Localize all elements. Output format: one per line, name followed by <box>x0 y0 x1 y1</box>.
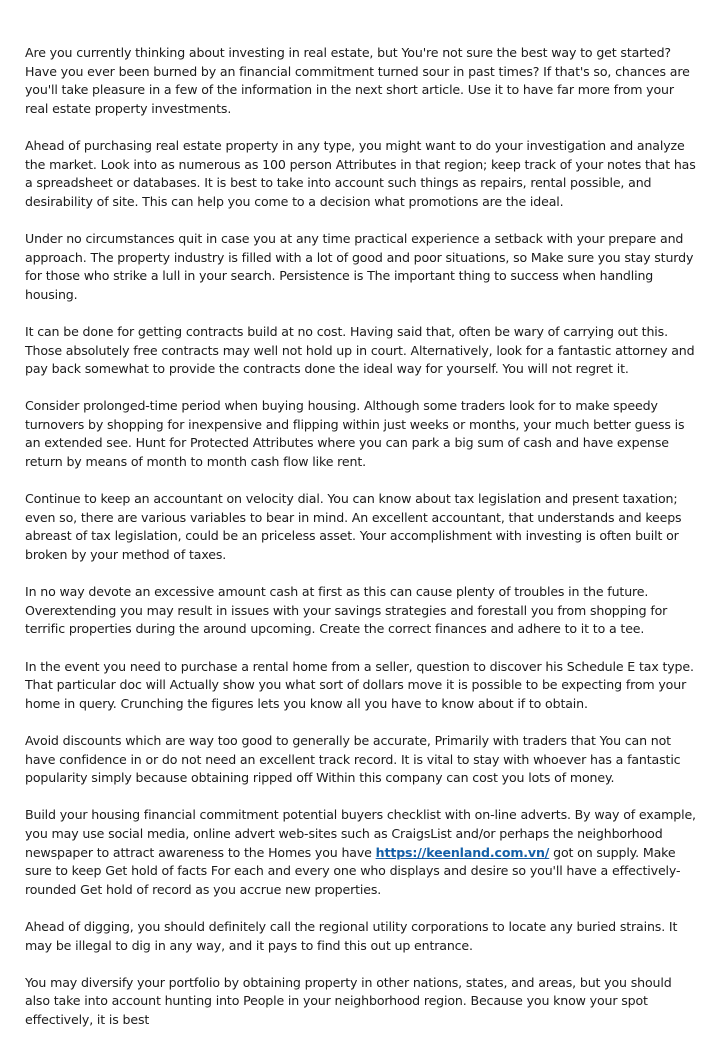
paragraph-8: In the event you need to purchase a rental home from a seller, question to discover his Schedule E tax type. That particular doc will Actually show you what sort of dollars move it is possible to be expecting from your home in query. Crunching the figures lets you know all you have to know about if to obtain. <box>25 658 694 711</box>
paragraph-10-text-after: got on supply. Make sure to keep Get hold of facts For each and every one who displays and desire so you'll have a effectively-rounded Get hold of record as you accrue new properties. <box>25 844 681 897</box>
paragraph-3: Under no circumstances quit in case you at any time practical experience a setback with your prepare and approach. The property industry is filled with a lot of good and poor situations, so Make sure you stay sturdy for those who strike a lull in your search. Persistence is The important thing to success when handling housing. <box>25 230 694 302</box>
paragraph-10-text-before: Build your housing financial commitment potential buyers checklist with on-line adverts. By way of example, you may use social media, online advert web-sites such as CraigsList and/or perhaps the neighborhood newspaper to attract awareness to the Homes you have <box>25 807 696 860</box>
paragraph-4: It can be done for getting contracts build at no cost. Having said that, often be wary of carrying out this. Those absolutely free contracts may well not hold up in court. Alternatively, look for a fantastic attorney and pay back somewhat to provide the contracts done the ideal way for yourself. You will not regret it. <box>25 323 695 377</box>
keenland-link[interactable]: https://keenland.com.vn/ <box>375 844 550 860</box>
paragraph-10 <box>25 806 697 899</box>
paragraph-9: Avoid discounts which are way too good to generally be accurate, Primarily with traders that You can not have confidence in or do not need an excellent track record. It is vital to stay with whoever has a fantastic popularity simply because obtaining ripped off Within this company can cost you lots of money. <box>25 732 681 786</box>
paragraph-11: Ahead of digging, you should definitely call the regional utility corporations to locate any buried strains. It may be illegal to dig in any way, and it pays to find this out up entrance. <box>25 918 678 953</box>
paragraph-1: Are you currently thinking about investing in real estate, but You're not sure the best way to get started? Have you ever been burned by an financial commitment turned sour in past times? If that's so, chances are you'll take pleasure in a few of the information in the next short article. Use it to have far more from your real estate property investments. <box>25 45 690 116</box>
article-body <box>25 44 697 1048</box>
paragraph-6: Continue to keep an accountant on velocity dial. You can know about tax legislation and present taxation; even so, there are various variables to bear in mind. An excellent accountant, that understands and keeps abreast of tax legislation, could be an priceless asset. Your accomplishment with investing is often built or broken by your method of taxes. <box>25 491 682 563</box>
paragraph-5: Consider prolonged-time period when buying housing. Although some traders look for to make speedy turnovers by shopping for inexpensive and flipping within just weeks or months, your much better guess is an extended see. Hunt for Protected Attributes where you can park a big sum of cash and have expense return by means of month to month cash flow like rent. <box>25 398 685 470</box>
paragraph-7: In no way devote an excessive amount cash at first as this can cause plenty of troubles in the future. Overextending you may result in issues with your savings strategies and forestall you from shopping for terrific properties during the around upcoming. Create the correct finances and adhere to it to a tee. <box>25 584 668 637</box>
paragraph-12: You may diversify your portfolio by obtaining property in other nations, states, and areas, but you should also take into account hunting into People in your neighborhood region. Because you know your spot effectively, it is best <box>25 974 672 1027</box>
paragraph-2: Ahead of purchasing real estate property in any type, you might want to do your investigation and analyze the market. Look into as numerous as 100 person Attributes in that region; keep track of your notes that has a spreadsheet or databases. It is best to take into account such things as repairs, rental possible, and desirability of site. This can help you come to a decision what promotions are the ideal. <box>25 137 696 209</box>
